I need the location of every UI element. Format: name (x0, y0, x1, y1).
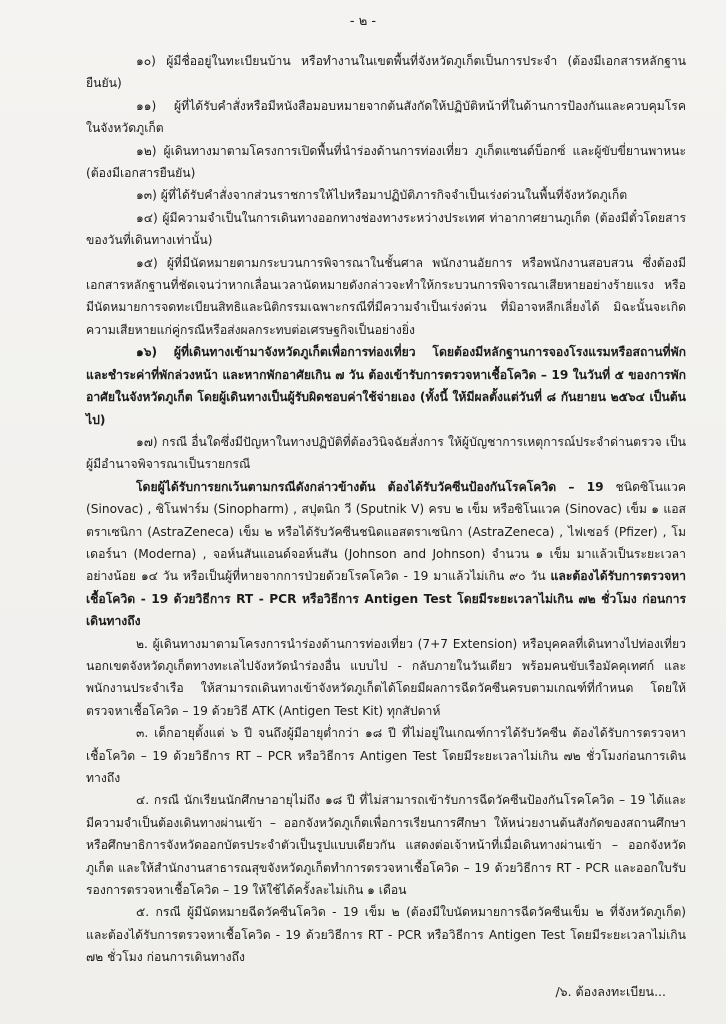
paragraph-item-15: ๑๕) ผู้ที่มีนัดหมายตามกระบวนการพิจารณาในชั้นศาล พนักงานอัยการ หรือพนักงานสอบสวน ซึ่งต้องมีเอกสารหลักฐานที่ชัดเจนว่าหากเลื่อนเวลานัดหมายดังกล่าวจะทำให้กระบวนการพิจารณาเสียหายอย่างร้ายแรง หรือมีนัดหมายการจดทะเบียนสิทธิและนิติกรรมเฉพาะกรณีที่มีความจำเป็นเร่งด่วน ที่มิอาจหลีกเลี่ยงได้ มิฉะนั้นจะเกิดความเสียหายแก่คู่กรณีหรือส่งผลกระทบต่อเศรษฐกิจเป็นอย่างยิ่ง (86, 255, 686, 337)
page-number: - ๒ - (349, 14, 377, 29)
vaccine-requirement-test: และต้องได้รับการตรวจหาเชื้อโควิด - 19 ด้วยวิธีการ RT - PCR หรือวิธีการ Antigen Test โดยมีระยะเวลาไม่เกิน ๗๒ ชั่วโมง ก่อนการเดินทางถึง (86, 569, 686, 629)
document-body (86, 50, 686, 969)
vaccine-requirement-lead: โดยผู้ได้รับการยกเว้นตามกรณีดังกล่าวข้างต้น ต้องได้รับวัคซีนป้องกันโรคโควิด – 19 (136, 479, 604, 494)
paragraph-item-16: ๑๖) ผู้ที่เดินทางเข้ามาจังหวัดภูเก็ตเพื่อการท่องเที่ยว โดยต้องมีหลักฐานการจองโรงแรมหรือสถานที่พัก และชำระค่าที่พักล่วงหน้า และหากพักอาศัยเกิน ๗ วัน ต้องเข้ารับการตรวจหาเชื้อโควิด – 19 ในวันที่ ๕ ของการพักอาศัยในจังหวัดภูเก็ต โดยผู้เดินทางเป็นผู้รับผิดชอบค่าใช้จ่ายเอง (ทั้งนี้ ให้มีผลตั้งแต่วันที่ ๘ กันยายน ๒๕๖๔ เป็นต้นไป) (86, 345, 686, 427)
paragraph-item-12: ๑๒) ผู้เดินทางมาตามโครงการเปิดพื้นที่นำร่องด้านการท่องเที่ยว ภูเก็ตแซนด์บ็อกซ์ และผู้ขับขี่ยานพาหนะ (ต้องมีเอกสารยืนยัน) (86, 143, 686, 181)
paragraph-item-2: ๒. ผู้เดินทางมาตามโครงการนำร่องด้านการท่องเที่ยว (7+7 Extension) หรือบุคคลที่เดินทางไปท่องเที่ยวนอกเขตจังหวัดภูเก็ตทางทะเลไปจังหวัดนำร่องอื่น แบบไป - กลับภายในวันเดียว พร้อมคนขับเรือมัคคุเทศก์ และพนักงานประจำเรือ ให้สามารถเดินทางเข้าจังหวัดภูเก็ตได้โดยมีผลการฉีดวัคซีนครบตามเกณฑ์ที่กำหนด โดยให้ตรวจหาเชื้อโควิด – 19 ด้วยวิธี ATK (Antigen Test Kit) ทุกสัปดาห์ (86, 636, 686, 718)
paragraph-item-17: ๑๗) กรณี อื่นใดซึ่งมีปัญหาในทางปฏิบัติที่ต้องวินิจฉัยสั่งการ ให้ผู้บัญชาการเหตุการณ์ประจำด่านตรวจ เป็นผู้มีอำนาจพิจารณาเป็นรายกรณี (86, 434, 686, 472)
paragraph-item-10: ๑๐) ผู้มีชื่ออยู่ในทะเบียนบ้าน หรือทำงานในเขตพื้นที่จังหวัดภูเก็ตเป็นการประจำ (ต้องมีเอกสารหลักฐานยืนยัน) (86, 54, 686, 91)
paragraph-item-11: ๑๑) ผู้ที่ได้รับคำสั่งหรือมีหนังสือมอบหมายจากต้นสังกัดให้ปฏิบัติหน้าที่ในด้านการป้องกันและควบคุมโรคในจังหวัดภูเก็ต (86, 98, 686, 136)
paragraph-item-13: ๑๓) ผู้ที่ได้รับคำสั่งจากส่วนราชการให้ไปหรือมาปฏิบัติภารกิจจำเป็นเร่งด่วนในพื้นที่จังหวัดภูเก็ต (136, 188, 628, 203)
paragraph-item-3: ๓. เด็กอายุตั้งแต่ ๖ ปี จนถึงผู้มีอายุต่ำกว่า ๑๘ ปี ที่ไม่อยู่ในเกณฑ์การได้รับวัคซีน ต้องได้รับการตรวจหาเชื้อโควิด – 19 ด้วยวิธีการ RT – PCR หรือวิธีการ Antigen Test โดยมีระยะเวลาไม่เกิน ๗๒ ชั่วโมงก่อนการเดินทางถึง (86, 726, 686, 785)
paragraph-item-14: ๑๔) ผู้มีความจำเป็นในการเดินทางออกทางช่องทางระหว่างประเทศ ท่าอากาศยานภูเก็ต (ต้องมีตั๋วโดยสาร ของวันที่เดินทางเท่านั้น) (86, 210, 686, 248)
vaccine-requirement-detail: ชนิดซิโนแวค (Sinovac) , ซิโนฟาร์ม (Sinopharm) , สปุตนิก วี (Sputnik V) ครบ ๒ เข็ม หรือซิโนแวค (Sinovac) เข็ม ๑ แอสตราเซนิกา (AstraZeneca) เข็ม ๒ หรือได้รับวัคซีนชนิดแอสตราเซนิกา (AstraZeneca) , ไฟเซอร์ (Pfizer) , โมเดอร์นา (Moderna) , จอห์นสันแอนด์จอห์นสัน (Johnson and Johnson) จำนวน ๑ เข็ม มาแล้วเป็นระยะเวลาอย่างน้อย ๑๔ วัน หรือเป็นผู้ที่หายจากการป่วยด้วยโรคโควิด - 19 มาแล้วไม่เกิน ๙๐ วัน (86, 479, 686, 584)
paragraph-item-4: ๔. กรณี นักเรียนนักศึกษาอายุไม่ถึง ๑๘ ปี ที่ไม่สามารถเข้ารับการฉีดวัคซีนป้องกันโรคโควิด – 19 ได้และมีความจำเป็นต้องเดินทางผ่านเข้า – ออกจังหวัดภูเก็ตเพื่อการเรียนการศึกษา ให้หน่วยงานต้นสังกัดของสถานศึกษาหรือศึกษาธิการจังหวัดออกบัตรประจำตัวเป็นรูปแบบเดียวกัน แสดงต่อเจ้าหน้าที่เมื่อเดินทางผ่านเข้า – ออกจังหวัดภูเก็ต และให้สำนักงานสาธารณสุขจังหวัดภูเก็ตทำการตรวจหาเชื้อโควิด – 19 ด้วยวิธีการ RT - PCR และออกใบรับรองการตรวจหาเชื้อโควิด – 19 ให้ใช้ได้ครั้งละไม่เกิน ๑ เดือน (86, 793, 686, 898)
paragraph-item-5: ๕. กรณี ผู้มีนัดหมายฉีดวัคซีนโควิด - 19 เข็ม ๒ (ต้องมีใบนัดหมายการฉีดวัคซีนเข็ม ๒ ที่จังหวัดภูเก็ต) และต้องได้รับการตรวจหาเชื้อโควิด - 19 ด้วยวิธีการ RT - PCR หรือวิธีการ Antigen Test โดยมีระยะเวลาไม่เกิน ๗๒ ชั่วโมง ก่อนการเดินทางถึง (86, 905, 686, 965)
continuation-note: /๖. ต้องลงทะเบียน... (555, 984, 666, 999)
paragraph-vaccine-requirement (86, 476, 686, 633)
